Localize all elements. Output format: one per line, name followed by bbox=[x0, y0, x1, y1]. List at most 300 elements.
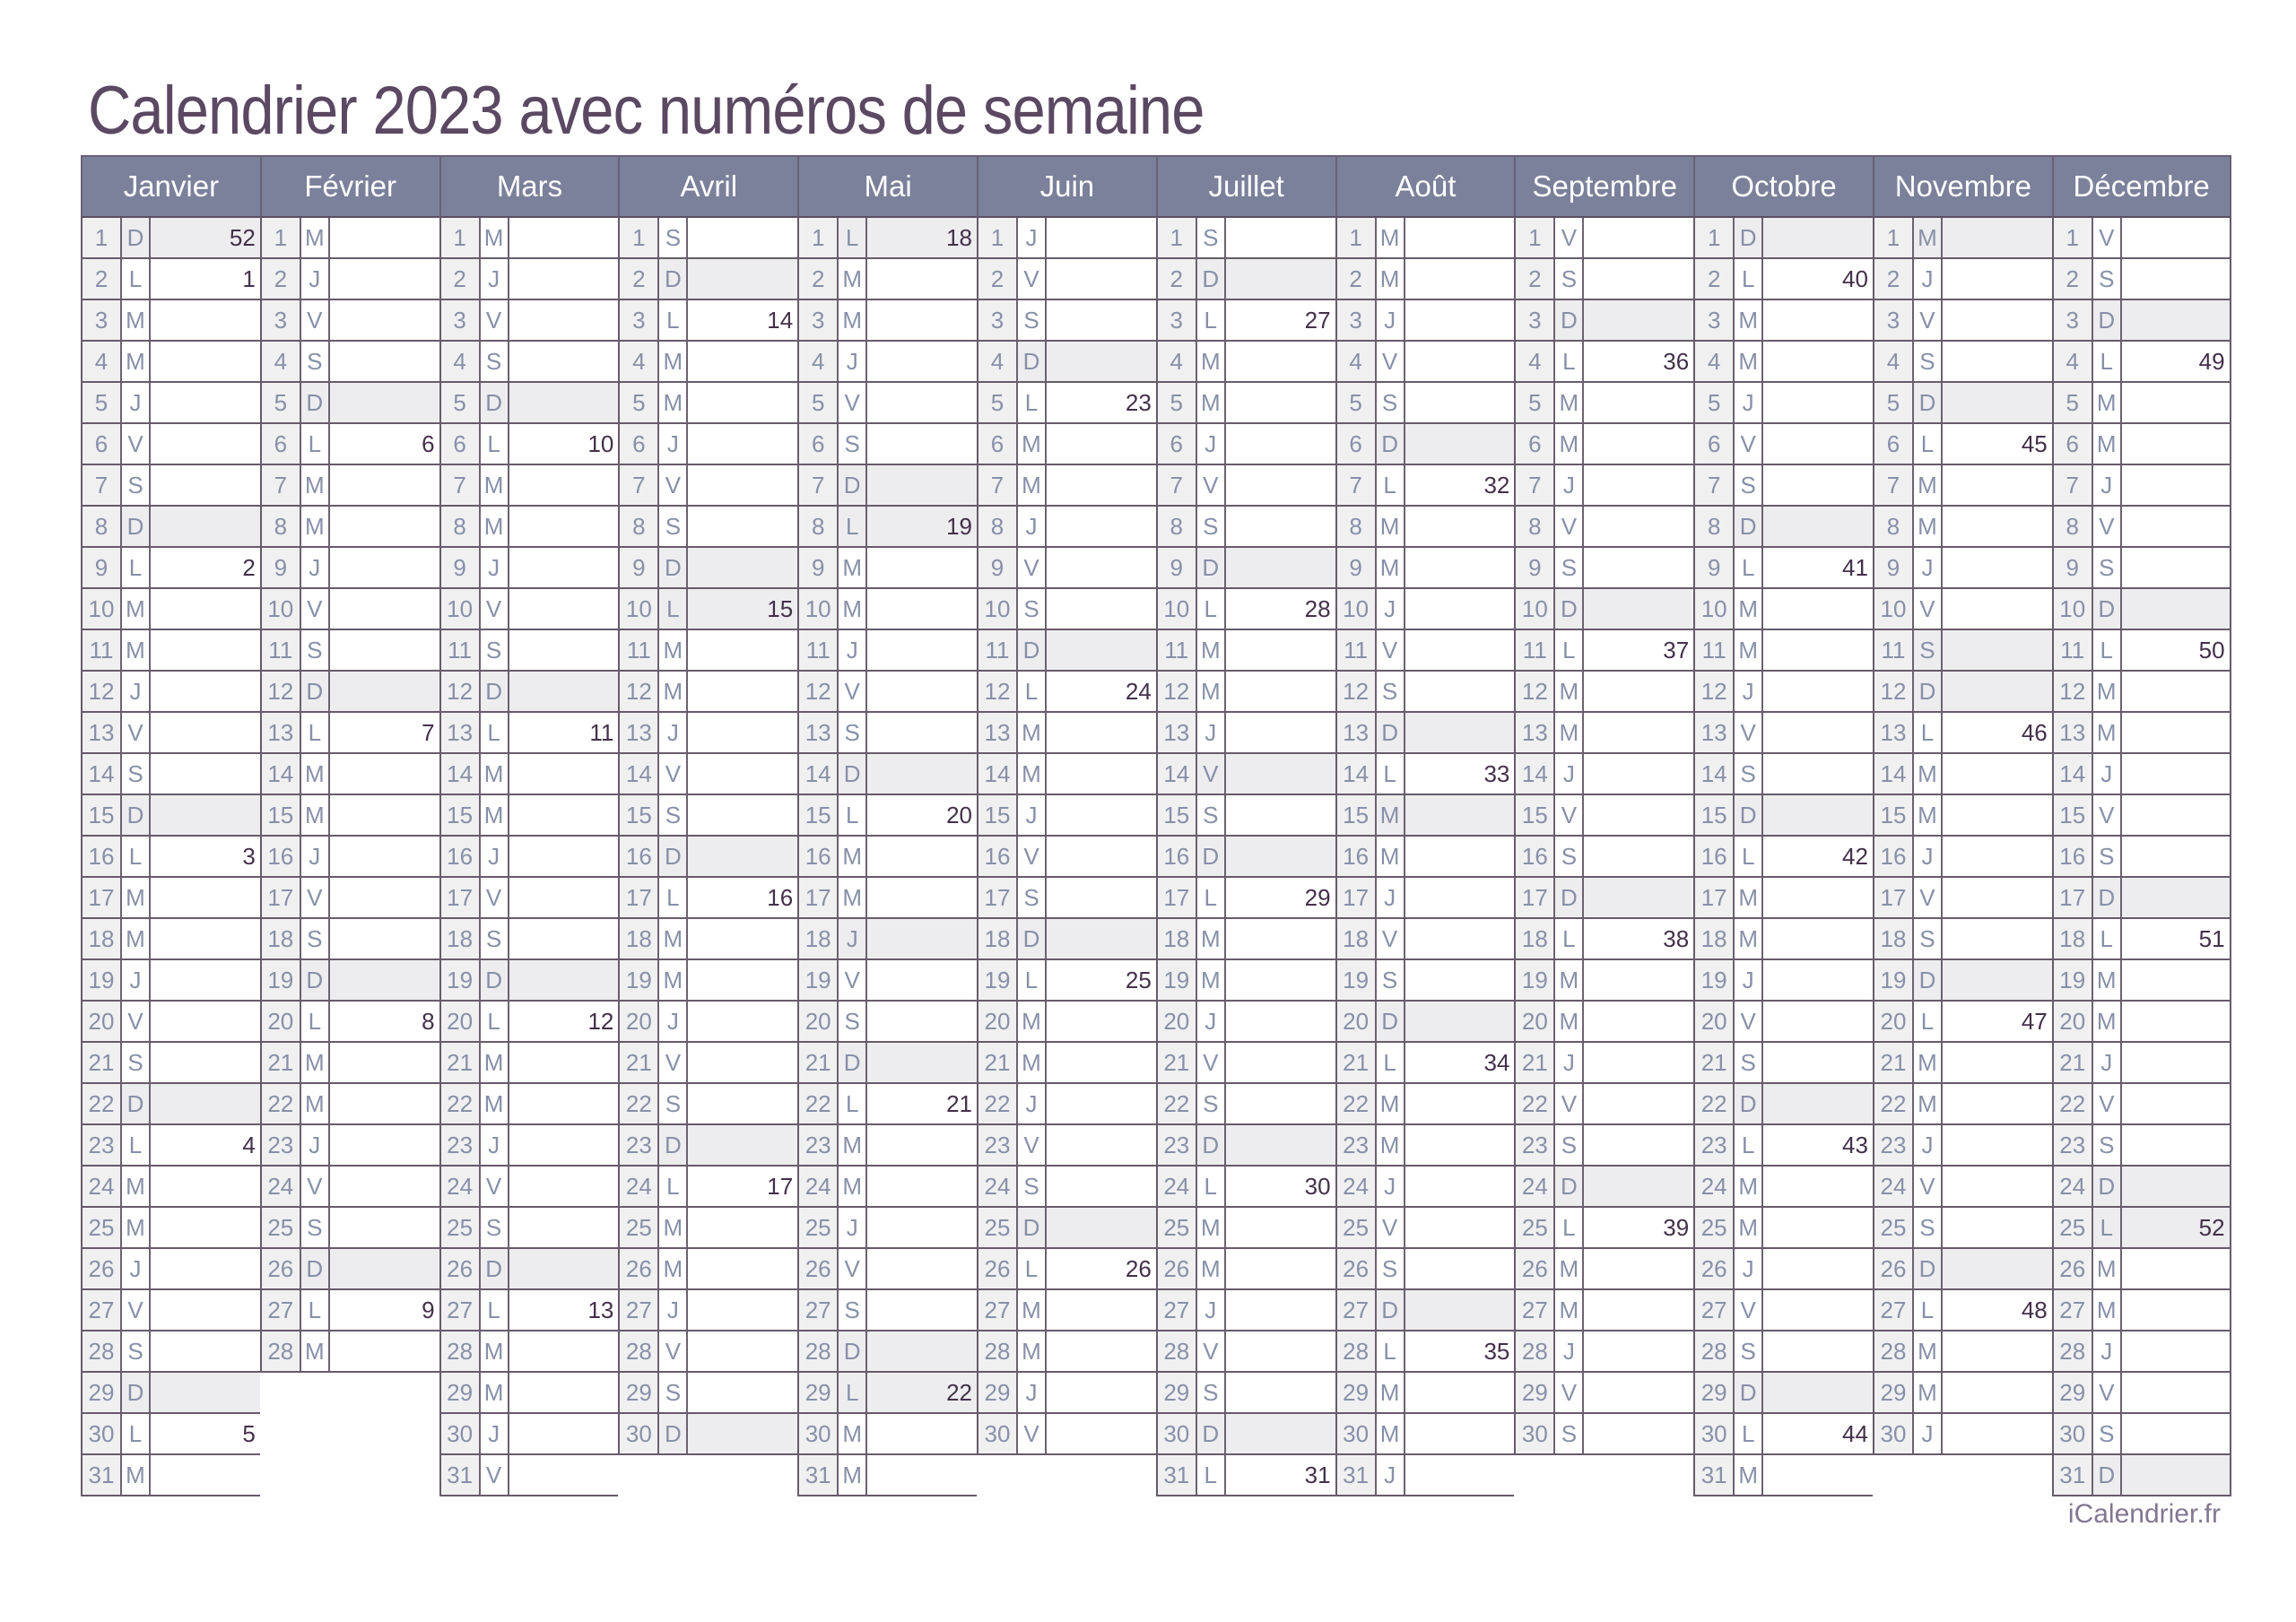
week-number bbox=[330, 342, 439, 381]
week-number bbox=[330, 754, 439, 794]
footer-brand-link[interactable]: iCalendrier.fr bbox=[2067, 1499, 2221, 1529]
week-number bbox=[1584, 1002, 1693, 1041]
week-number bbox=[151, 1290, 260, 1330]
day-number: 25 bbox=[978, 1208, 1018, 1247]
day-number: 16 bbox=[978, 837, 1018, 876]
day-letter: M bbox=[1197, 672, 1226, 711]
day-number: 4 bbox=[1695, 342, 1735, 381]
week-number: 10 bbox=[509, 424, 619, 464]
week-number bbox=[1405, 1455, 1515, 1495]
day-number: 10 bbox=[1695, 589, 1735, 629]
day-letter: V bbox=[1914, 589, 1943, 629]
day-number: 10 bbox=[441, 589, 481, 629]
day-letter: L bbox=[1377, 1043, 1405, 1082]
day-row bbox=[1156, 960, 1335, 1002]
day-letter: S bbox=[659, 218, 688, 257]
week-number bbox=[1226, 383, 1335, 422]
day-number: 9 bbox=[620, 548, 659, 587]
day-row bbox=[1335, 754, 1515, 795]
day-row bbox=[797, 1455, 977, 1496]
week-number bbox=[1584, 383, 1693, 422]
day-letter: L bbox=[659, 1167, 688, 1206]
day-number: 22 bbox=[2054, 1084, 2093, 1123]
day-row bbox=[977, 754, 1156, 795]
day-number: 5 bbox=[799, 383, 839, 422]
day-row bbox=[1335, 960, 1515, 1002]
week-number bbox=[151, 589, 260, 629]
day-row bbox=[1514, 672, 1693, 713]
day-row bbox=[1693, 795, 1873, 837]
week-number bbox=[1943, 1414, 2052, 1453]
day-row bbox=[977, 1084, 1156, 1125]
day-number: 7 bbox=[620, 465, 659, 505]
week-number bbox=[1226, 1208, 1335, 1247]
day-letter: D bbox=[839, 1043, 867, 1082]
day-letter: M bbox=[122, 300, 151, 340]
day-row bbox=[618, 424, 797, 465]
day-row bbox=[2052, 1084, 2231, 1125]
week-number bbox=[1763, 1331, 1873, 1371]
day-row bbox=[439, 1125, 619, 1167]
day-row bbox=[797, 1414, 977, 1455]
day-letter: D bbox=[839, 1331, 867, 1371]
week-number bbox=[151, 1043, 260, 1082]
day-number: 4 bbox=[1874, 342, 1914, 381]
week-number bbox=[151, 795, 260, 835]
week-number bbox=[509, 1249, 619, 1288]
day-row bbox=[797, 548, 977, 589]
day-letter: D bbox=[1197, 548, 1226, 587]
day-row bbox=[1693, 424, 1873, 465]
day-row bbox=[439, 878, 619, 919]
week-number bbox=[1584, 672, 1693, 711]
day-letter: V bbox=[301, 878, 330, 917]
day-number: 29 bbox=[1158, 1373, 1197, 1412]
day-letter: M bbox=[659, 960, 688, 1000]
day-letter: S bbox=[301, 1208, 330, 1247]
day-letter: J bbox=[839, 342, 867, 381]
day-number: 29 bbox=[441, 1373, 481, 1412]
day-letter: J bbox=[1555, 754, 1584, 794]
day-row bbox=[1873, 342, 2052, 383]
day-number: 2 bbox=[262, 259, 301, 299]
day-letter: M bbox=[1555, 713, 1584, 752]
day-number: 2 bbox=[441, 259, 481, 299]
week-number bbox=[509, 837, 619, 876]
week-number bbox=[688, 383, 797, 422]
day-letter: L bbox=[1197, 589, 1226, 629]
day-number: 3 bbox=[1695, 300, 1735, 340]
day-number: 8 bbox=[2054, 507, 2093, 546]
day-number: 29 bbox=[83, 1373, 122, 1412]
day-letter: V bbox=[122, 1002, 151, 1041]
day-number: 20 bbox=[1337, 1002, 1377, 1041]
day-number: 29 bbox=[1695, 1373, 1735, 1412]
day-row bbox=[797, 1290, 977, 1331]
week-number bbox=[1405, 1208, 1515, 1247]
day-number: 17 bbox=[83, 878, 122, 917]
week-number: 42 bbox=[1763, 837, 1873, 876]
day-number: 16 bbox=[83, 837, 122, 876]
day-number: 31 bbox=[1695, 1455, 1735, 1495]
week-number bbox=[688, 1208, 797, 1247]
day-letter: S bbox=[481, 630, 509, 670]
day-number: 3 bbox=[1516, 300, 1555, 340]
week-number bbox=[1405, 919, 1515, 958]
day-number: 10 bbox=[1337, 589, 1377, 629]
week-number bbox=[1584, 465, 1693, 505]
day-row bbox=[977, 1249, 1156, 1290]
day-number: 12 bbox=[1158, 672, 1197, 711]
day-row bbox=[1156, 259, 1335, 300]
day-number: 30 bbox=[441, 1414, 481, 1453]
day-number: 15 bbox=[799, 795, 839, 835]
week-number bbox=[1943, 878, 2052, 917]
week-number bbox=[1047, 424, 1156, 464]
day-number: 7 bbox=[978, 465, 1018, 505]
day-row bbox=[977, 465, 1156, 507]
week-number bbox=[1405, 1373, 1515, 1412]
day-number: 21 bbox=[1158, 1043, 1197, 1082]
day-letter: J bbox=[481, 1125, 509, 1165]
day-number: 13 bbox=[262, 713, 301, 752]
day-number: 6 bbox=[1337, 424, 1377, 464]
day-letter: M bbox=[301, 507, 330, 546]
day-row bbox=[797, 919, 977, 960]
day-row bbox=[2052, 837, 2231, 878]
day-letter: M bbox=[2093, 1249, 2122, 1288]
week-number: 47 bbox=[1943, 1002, 2052, 1041]
day-number: 5 bbox=[1874, 383, 1914, 422]
day-row bbox=[618, 1208, 797, 1249]
month-column-octobre bbox=[1693, 155, 1873, 1496]
day-row bbox=[1873, 300, 2052, 342]
day-row bbox=[1693, 1290, 1873, 1331]
week-number bbox=[867, 548, 977, 587]
week-number bbox=[1584, 1414, 1693, 1453]
day-row bbox=[977, 878, 1156, 919]
day-number: 16 bbox=[799, 837, 839, 876]
day-row bbox=[977, 672, 1156, 713]
day-letter: J bbox=[301, 1125, 330, 1165]
day-number: 18 bbox=[1695, 919, 1735, 958]
day-row bbox=[977, 1043, 1156, 1084]
day-row bbox=[1156, 1331, 1335, 1373]
week-number bbox=[1943, 1331, 2052, 1371]
day-letter: M bbox=[1555, 424, 1584, 464]
day-letter: M bbox=[301, 465, 330, 505]
day-row bbox=[1335, 1002, 1515, 1043]
day-number: 21 bbox=[1874, 1043, 1914, 1082]
day-number: 18 bbox=[1516, 919, 1555, 958]
week-number bbox=[1763, 1373, 1873, 1412]
day-row bbox=[260, 1331, 439, 1373]
day-row bbox=[977, 795, 1156, 837]
day-letter: L bbox=[839, 795, 867, 835]
week-number bbox=[1584, 300, 1693, 340]
day-number: 17 bbox=[620, 878, 659, 917]
day-letter: L bbox=[1018, 383, 1047, 422]
day-letter: J bbox=[659, 424, 688, 464]
day-number: 17 bbox=[978, 878, 1018, 917]
week-number bbox=[867, 1002, 977, 1041]
day-number: 18 bbox=[799, 919, 839, 958]
day-row bbox=[797, 1373, 977, 1414]
day-row bbox=[1335, 672, 1515, 713]
day-number: 26 bbox=[441, 1249, 481, 1288]
week-number bbox=[1226, 837, 1335, 876]
day-number: 15 bbox=[978, 795, 1018, 835]
day-row bbox=[618, 960, 797, 1002]
day-number: 14 bbox=[262, 754, 301, 794]
day-letter: V bbox=[2093, 1373, 2122, 1412]
day-number: 28 bbox=[1337, 1331, 1377, 1371]
day-number: 10 bbox=[2054, 589, 2093, 629]
day-number: 24 bbox=[1516, 1167, 1555, 1206]
day-number: 9 bbox=[978, 548, 1018, 587]
day-letter: V bbox=[1555, 795, 1584, 835]
day-number: 1 bbox=[262, 218, 301, 257]
week-number: 35 bbox=[1405, 1331, 1515, 1371]
day-number: 28 bbox=[262, 1331, 301, 1371]
week-number bbox=[1763, 342, 1873, 381]
week-number bbox=[330, 1043, 439, 1082]
day-number: 28 bbox=[978, 1331, 1018, 1371]
day-number: 22 bbox=[1695, 1084, 1735, 1123]
day-row bbox=[1514, 1331, 1693, 1373]
day-row bbox=[1156, 465, 1335, 507]
day-number: 6 bbox=[2054, 424, 2093, 464]
day-number: 17 bbox=[799, 878, 839, 917]
day-number: 30 bbox=[83, 1414, 122, 1453]
day-letter: V bbox=[1018, 259, 1047, 299]
week-number bbox=[1226, 754, 1335, 794]
day-letter: M bbox=[1555, 1249, 1584, 1288]
day-number: 22 bbox=[1337, 1084, 1377, 1123]
week-number bbox=[688, 342, 797, 381]
day-row bbox=[797, 1002, 977, 1043]
day-row bbox=[260, 630, 439, 672]
week-number bbox=[688, 1043, 797, 1082]
day-letter: M bbox=[122, 589, 151, 629]
week-number bbox=[867, 630, 977, 670]
week-number bbox=[151, 919, 260, 958]
day-row bbox=[1693, 1167, 1873, 1208]
day-number: 5 bbox=[1158, 383, 1197, 422]
week-number bbox=[1584, 754, 1693, 794]
week-number bbox=[1763, 300, 1873, 340]
day-number: 1 bbox=[2054, 218, 2093, 257]
day-letter: D bbox=[659, 548, 688, 587]
day-row bbox=[2052, 713, 2231, 754]
day-number: 15 bbox=[441, 795, 481, 835]
day-number: 13 bbox=[1695, 713, 1735, 752]
day-letter: D bbox=[481, 960, 509, 1000]
day-letter: V bbox=[301, 1167, 330, 1206]
day-letter: M bbox=[2093, 1002, 2122, 1041]
day-number: 27 bbox=[1337, 1290, 1377, 1330]
week-number bbox=[1405, 837, 1515, 876]
week-number bbox=[1405, 383, 1515, 422]
day-number: 14 bbox=[620, 754, 659, 794]
day-letter: S bbox=[1377, 383, 1405, 422]
day-number: 28 bbox=[83, 1331, 122, 1371]
day-letter: S bbox=[1377, 672, 1405, 711]
day-row bbox=[439, 424, 619, 465]
day-letter: J bbox=[1018, 507, 1047, 546]
day-number: 12 bbox=[1337, 672, 1377, 711]
week-number bbox=[1226, 713, 1335, 752]
day-number: 25 bbox=[799, 1208, 839, 1247]
week-number bbox=[1405, 1002, 1515, 1041]
week-number bbox=[1943, 589, 2052, 629]
week-number: 7 bbox=[330, 713, 439, 752]
day-row bbox=[1156, 795, 1335, 837]
day-letter: M bbox=[1377, 218, 1405, 257]
day-number: 3 bbox=[799, 300, 839, 340]
day-row bbox=[1156, 1249, 1335, 1290]
day-number: 28 bbox=[2054, 1331, 2093, 1371]
day-row bbox=[618, 1125, 797, 1167]
day-letter: V bbox=[2093, 795, 2122, 835]
day-row bbox=[81, 1125, 260, 1167]
week-number bbox=[330, 548, 439, 587]
day-row bbox=[1156, 837, 1335, 878]
day-number: 10 bbox=[1158, 589, 1197, 629]
week-number bbox=[151, 672, 260, 711]
day-number: 30 bbox=[1695, 1414, 1735, 1453]
day-row bbox=[977, 383, 1156, 424]
day-letter: L bbox=[1914, 424, 1943, 464]
week-number bbox=[509, 507, 619, 546]
week-number bbox=[1943, 919, 2052, 958]
day-letter: J bbox=[1914, 259, 1943, 299]
week-number: 19 bbox=[867, 507, 977, 546]
week-number bbox=[1763, 424, 1873, 464]
day-number: 1 bbox=[799, 218, 839, 257]
day-number: 30 bbox=[1516, 1414, 1555, 1453]
day-letter: S bbox=[1197, 795, 1226, 835]
week-number: 21 bbox=[867, 1084, 977, 1123]
day-number: 6 bbox=[83, 424, 122, 464]
day-letter: V bbox=[1377, 630, 1405, 670]
day-number: 21 bbox=[1516, 1043, 1555, 1082]
day-row bbox=[439, 672, 619, 713]
day-letter: M bbox=[839, 837, 867, 876]
day-letter: M bbox=[1018, 1043, 1047, 1082]
day-row bbox=[797, 259, 977, 300]
day-number: 11 bbox=[799, 630, 839, 670]
day-letter: J bbox=[122, 1249, 151, 1288]
day-number: 15 bbox=[2054, 795, 2093, 835]
day-letter: M bbox=[1018, 1290, 1047, 1330]
day-number: 31 bbox=[1158, 1455, 1197, 1495]
day-row bbox=[2052, 1002, 2231, 1043]
day-row bbox=[260, 919, 439, 960]
day-letter: V bbox=[1377, 919, 1405, 958]
day-letter: M bbox=[1735, 1208, 1763, 1247]
day-letter: D bbox=[1018, 1208, 1047, 1247]
day-number: 22 bbox=[441, 1084, 481, 1123]
day-letter: M bbox=[839, 589, 867, 629]
day-number: 2 bbox=[2054, 259, 2093, 299]
day-letter: M bbox=[122, 1208, 151, 1247]
day-letter: M bbox=[1555, 672, 1584, 711]
day-row bbox=[81, 795, 260, 837]
day-number: 8 bbox=[262, 507, 301, 546]
day-number: 15 bbox=[262, 795, 301, 835]
day-number: 24 bbox=[1695, 1167, 1735, 1206]
day-number: 16 bbox=[1158, 837, 1197, 876]
day-letter: V bbox=[1018, 1125, 1047, 1165]
week-number bbox=[1584, 589, 1693, 629]
day-letter: V bbox=[839, 383, 867, 422]
day-row bbox=[81, 630, 260, 672]
week-number bbox=[330, 589, 439, 629]
day-letter: M bbox=[301, 795, 330, 835]
week-number bbox=[330, 919, 439, 958]
day-letter: M bbox=[481, 1084, 509, 1123]
day-letter: D bbox=[2093, 589, 2122, 629]
day-letter: V bbox=[122, 713, 151, 752]
day-letter: L bbox=[481, 1290, 509, 1330]
day-row bbox=[618, 919, 797, 960]
day-row bbox=[439, 630, 619, 672]
week-number bbox=[1047, 754, 1156, 794]
day-row bbox=[260, 424, 439, 465]
day-letter: S bbox=[1197, 507, 1226, 546]
day-number: 8 bbox=[799, 507, 839, 546]
day-row bbox=[260, 259, 439, 300]
week-number bbox=[1226, 919, 1335, 958]
week-number bbox=[688, 1373, 797, 1412]
day-row bbox=[2052, 878, 2231, 919]
day-row bbox=[1156, 1414, 1335, 1455]
day-number: 25 bbox=[262, 1208, 301, 1247]
week-number bbox=[1047, 465, 1156, 505]
day-row bbox=[2052, 507, 2231, 548]
week-number bbox=[867, 259, 977, 299]
day-row bbox=[1873, 1373, 2052, 1414]
day-number: 26 bbox=[1158, 1249, 1197, 1288]
day-letter: S bbox=[659, 1373, 688, 1412]
day-number: 15 bbox=[1695, 795, 1735, 835]
week-number bbox=[1047, 1331, 1156, 1371]
week-number bbox=[330, 1167, 439, 1206]
day-number: 7 bbox=[1516, 465, 1555, 505]
day-letter: M bbox=[1735, 630, 1763, 670]
week-number bbox=[688, 218, 797, 257]
day-letter: L bbox=[481, 1002, 509, 1041]
day-row bbox=[1693, 1043, 1873, 1084]
day-letter: S bbox=[1914, 1208, 1943, 1247]
day-number: 21 bbox=[1337, 1043, 1377, 1082]
week-number bbox=[151, 960, 260, 1000]
week-number bbox=[2122, 218, 2230, 257]
day-number: 31 bbox=[83, 1455, 122, 1495]
week-number bbox=[1943, 507, 2052, 546]
day-number: 6 bbox=[1158, 424, 1197, 464]
week-number bbox=[1584, 878, 1693, 917]
day-row bbox=[1335, 713, 1515, 754]
day-row bbox=[1335, 1455, 1515, 1496]
day-row bbox=[260, 878, 439, 919]
week-number bbox=[1405, 1125, 1515, 1165]
day-row bbox=[81, 837, 260, 878]
week-number bbox=[867, 1414, 977, 1453]
day-letter: V bbox=[122, 1290, 151, 1330]
day-row bbox=[1514, 1290, 1693, 1331]
